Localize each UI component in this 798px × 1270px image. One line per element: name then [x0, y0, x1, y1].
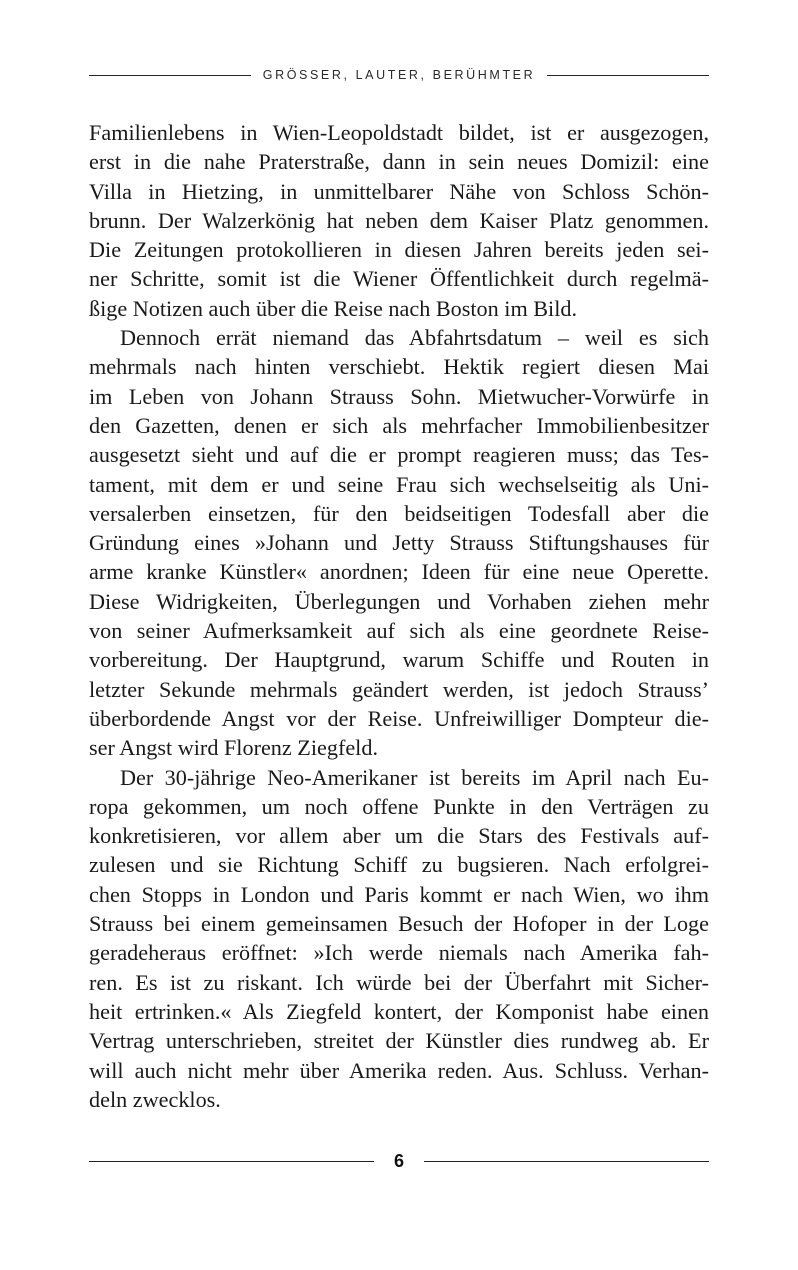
text-line: den Gazetten, denen er sich als mehrfacher Immobilienbesitzer [89, 412, 709, 438]
text-line: Vertrag unterschrieben, streitet der Künstler dies rundweg ab. Er [89, 1028, 709, 1054]
text-line: ropa gekommen, um noch offene Punkte in den Verträgen zu [89, 793, 709, 819]
text-line: arme kranke Künstler« anordnen; Ideen für eine neue Operette. [89, 559, 709, 585]
header-rule-left [89, 75, 251, 76]
text-line: im Leben von Johann Strauss Sohn. Mietwucher-Vorwürfe in [89, 383, 709, 409]
text-line: heit ertrinken.« Als Ziegfeld kontert, der Komponist habe einen [89, 998, 709, 1024]
body-text [89, 118, 709, 1114]
text-line: konkretisieren, vor allem aber um die Stars des Festivals auf- [89, 823, 709, 849]
running-title: GRÖSSER, LAUTER, BERÜHMTER [262, 68, 536, 82]
text-line: ren. Es ist zu riskant. Ich würde bei der Überfahrt mit Sicher- [89, 969, 709, 995]
footer-rule-left [89, 1161, 374, 1162]
header-rule-right [547, 75, 709, 76]
text-line: Familienlebens in Wien-Leopoldstadt bildet, ist er ausgezogen, [89, 120, 709, 145]
text-line: letzter Sekunde mehrmals geändert werden, ist jedoch Strauss’ [89, 676, 709, 702]
text-line: ßige Notizen auch über die Reise nach Boston im Bild. [89, 295, 578, 321]
text-line: will auch nicht mehr über Amerika reden. Aus. Schluss. Verhan- [89, 1057, 709, 1083]
text-line: Die Zeitungen protokollieren in diesen Jahren bereits jeden sei- [89, 237, 709, 263]
text-line: chen Stopps in London und Paris kommt er nach Wien, wo ihm [89, 881, 709, 907]
text-line: von seiner Aufmerksamkeit auf sich als eine geordnete Reise- [89, 618, 709, 644]
text-line: Der 30-jährige Neo-Amerikaner ist bereits im April nach Eu- [120, 764, 709, 790]
paragraph-1 [89, 118, 709, 323]
text-line: überbordende Angst vor der Reise. Unfreiwilliger Dompteur die- [89, 705, 709, 731]
text-line: Villa in Hietzing, in unmittelbarer Nähe von Schloss Schön- [89, 178, 709, 204]
text-line: geradeheraus eröffnet: »Ich werde niemals nach Amerika fah- [89, 940, 709, 966]
text-line: ser Angst wird Florenz Ziegfeld. [89, 735, 378, 761]
running-head [89, 64, 709, 86]
paragraph-2 [89, 323, 709, 762]
text-line: versalerben einsetzen, für den beidseitigen Todesfall aber die [89, 500, 709, 526]
paragraph-3 [89, 763, 709, 1115]
text-line: deln zwecklos. [89, 1086, 221, 1112]
text-line: brunn. Der Walzerkönig hat neben dem Kaiser Platz genommen. [89, 207, 709, 233]
page-footer [89, 1148, 709, 1174]
text-line: erst in die nahe Praterstraße, dann in sein neues Domizil: eine [89, 149, 709, 175]
text-line: ner Schritte, somit ist die Wiener Öffentlichkeit durch regelmä- [89, 266, 709, 292]
text-line: tament, mit dem er und seine Frau sich wechselseitig als Uni- [89, 471, 709, 497]
text-line: Strauss bei einem gemeinsamen Besuch der Hofoper in der Loge [89, 911, 709, 937]
text-line: zulesen und sie Richtung Schiff zu bugsieren. Nach erfolgrei- [89, 852, 709, 878]
text-line: vorbereitung. Der Hauptgrund, warum Schiffe und Routen in [89, 647, 709, 673]
footer-rule-right [424, 1161, 709, 1162]
text-line: Diese Widrigkeiten, Überlegungen und Vorhaben ziehen mehr [89, 588, 709, 614]
text-line: Dennoch errät niemand das Abfahrtsdatum – weil es sich [120, 325, 709, 351]
text-line: ausgesetzt sieht und auf die er prompt reagieren muss; das Tes- [89, 442, 709, 468]
text-line: Gründung eines »Johann und Jetty Strauss Stiftungshauses für [89, 530, 709, 556]
text-line: mehrmals nach hinten verschiebt. Hektik regiert diesen Mai [89, 354, 709, 380]
page-number: 6 [394, 1150, 405, 1171]
